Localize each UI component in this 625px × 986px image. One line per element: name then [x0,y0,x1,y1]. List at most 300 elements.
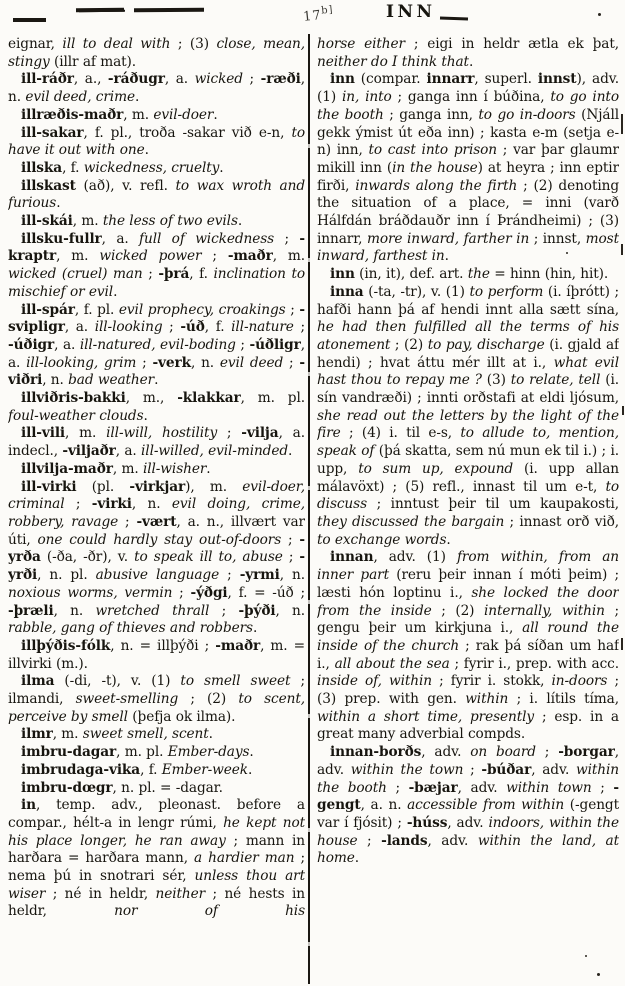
text-run: , a. [115,443,142,460]
text-run: (i. íþrótt) ; hafði hann þá af hendi innt alla sætt sína, [317,283,619,318]
headword: -yrða [8,531,305,566]
headword: -virki [91,496,132,513]
gloss-text: evil-doer, criminal [8,478,305,513]
dictionary-entry [8,107,305,125]
dictionary-entry [8,213,305,231]
gloss-text: to smell sweet [180,673,291,690]
gloss-text: inwards along the firth [355,177,518,194]
dictionary-entry [8,231,305,302]
gloss-text: within the town [350,761,464,778]
text-run: , f. pl. [74,301,119,318]
text-run: ; [293,319,305,336]
gloss-text: to cast into prison [368,142,498,159]
text-run: . [113,283,118,300]
text-run: ; [209,602,239,619]
text-run: ; innst, [529,230,586,247]
text-run: ; [283,354,300,371]
gloss-text: ill-will, hostility [106,425,218,442]
text-run: ; [201,248,228,265]
headword: -virkjar [129,478,186,495]
dictionary-entry [8,638,305,673]
headword: -úð [180,319,205,336]
text-run: ; var þar glaumr mikill inn ( [317,142,619,176]
headword: -ræði [260,71,301,88]
text-run: , a., [73,71,108,88]
headword: -búðar [481,761,532,778]
text-run: , m. [112,460,143,477]
text-run: . [134,89,140,106]
text-run: ; [591,779,614,796]
gloss-text: ill-looking, grim [26,354,137,371]
headword: illsku-fullr [21,230,102,247]
text-run: ; (2) [178,691,239,708]
dictionary-entry [8,797,305,921]
scan-artifact [622,406,624,415]
text-run: . [288,443,293,460]
headword: innan [330,549,374,566]
text-run: , m. [272,248,305,265]
headword: -klakkar [177,390,241,407]
text-run: . [144,142,149,159]
dictionary-entry [8,780,305,798]
gloss-text: within the booth [317,761,619,796]
gloss-text: what evil hast thou to repay me ? [317,354,619,389]
text-run: (i. gjald af hendi) ; hvat áttu mér illt at i., [317,336,619,371]
text-run: , adv. [317,744,619,778]
headword: illska [21,159,63,176]
text-run: ; (2) [390,336,428,353]
text-run: ; ganga inn í búðina, [391,89,551,106]
gloss-text: in, into [341,89,392,106]
text-run: , m., [125,390,178,407]
gloss-text: sweet-smelling [75,691,179,708]
text-run: ; né hests in heldr, [8,885,305,920]
text-run: ; [242,71,261,88]
text-run: . [252,620,258,637]
dictionary-entry [317,744,619,868]
text-run: (-ta, -tr), v. (1) [363,283,470,300]
headword: -þrá [158,266,190,283]
text-run: (i. sín vandræði) ; innti orðstafi at eldi ljósum, [317,372,619,407]
gloss-text: to sum up, expound [358,460,514,477]
text-run: ; i. lítils tíma, [508,691,619,708]
gloss-text: in-doors [551,673,608,690]
gloss-text: evil-doer [153,106,214,123]
headword: imbru-dœgr [21,779,113,796]
entry-continuation [317,36,619,71]
text-run: , f. [62,159,84,176]
gloss-text: wicked (cruel) man [8,266,143,283]
text-run: . [249,744,254,761]
gloss-text: Ember-week [161,761,248,778]
gloss-text: all round the inside of the church [317,620,619,654]
headword: -gengt [317,779,619,814]
text-run: . [237,213,243,230]
gloss-text: accessible from within [407,797,565,814]
gloss-text: to discuss [317,478,619,513]
text-run: ; [136,354,153,371]
headword: -maðr [215,637,261,654]
dictionary-entry [8,479,305,638]
text-run: ; eigi in heldr ætla ek þat, [404,36,619,52]
text-run: ; (2) [431,602,485,619]
text-run: ; [281,531,300,548]
scan-artifact [621,638,623,650]
text-run: ; [285,301,300,318]
headword: ill-vili [21,425,66,442]
text-run: , a. [101,230,140,247]
dictionary-entry [8,71,305,106]
headword: -vilja [241,425,279,442]
text-run: ; mann in harðara = harðara mann, [8,832,305,867]
dictionary-entry [317,284,619,550]
headword: innst [537,71,577,88]
headword: inn [330,266,355,283]
headword: -borgar [558,744,615,761]
text-run: , n. pl. [37,567,96,584]
gloss-text: ill-willed, evil-minded [141,443,289,460]
right-column [317,36,619,984]
text-run: . [154,372,159,389]
gloss-text: indoors, within the house [317,814,619,849]
ink-smudge [13,18,46,22]
text-run: , adv. (1) [373,549,457,566]
text-run: ; esp. in a great many adverbial compds. [317,708,619,743]
text-run: ; [118,513,137,530]
gloss-text: neither [155,885,206,902]
text-run: ; rak þá síðan um haf i., [317,637,619,672]
text-run: ; fyrir i. stokk, [431,673,552,690]
headword: -maðr [227,248,273,265]
gloss-text: the [467,266,490,283]
scan-artifact [566,252,568,254]
text-run: (reru þeir innan í móti þeim) ; læsti hón loptinu i., [317,567,619,601]
text-run: , a. [64,319,95,336]
dictionary-entry [317,266,619,284]
text-run: ; [274,230,300,247]
gloss-text: from within, from an inner part [317,549,619,584]
headword: illviðris-bakki [21,390,126,407]
dictionary-entry [8,744,305,762]
gloss-text: evil deed [219,354,284,371]
scan-artifact [598,13,601,16]
text-run: (pl. [76,478,130,495]
text-run: , m. = illvirki (m.). [8,637,305,672]
gloss-text: nor of his [114,903,305,920]
ink-smudge [134,8,204,12]
headword: ilmr [21,726,53,743]
gloss-text: inside of, within [317,673,432,690]
gloss-text: to exchange words [317,531,447,548]
text-run: , a. [54,336,80,353]
text-run: , m. pl. [240,390,305,407]
headword: -úðligr [249,336,301,353]
headword: ill-ráðr [21,71,74,88]
headword: inn [330,71,355,88]
page-number-mark-sup: b] [320,4,335,17]
ink-smudge [440,17,468,21]
text-run: , m. [72,213,103,230]
text-run: . [56,195,61,212]
dictionary-entry [317,549,619,744]
gloss-text: to wax wroth and furious [8,177,305,212]
headword: -úðigr [8,336,55,353]
text-run: , m. [56,248,100,265]
gloss-text: he kept not his place longer, he ran away [8,814,305,849]
text-run: , a. [164,71,195,88]
text-run: ), m. [185,478,243,495]
text-run: (að), v. refl. [75,177,176,194]
text-run: , f. pl., troða -sakar við e-n, [83,124,292,141]
scan-artifact [621,114,623,134]
text-run: , adv. [457,779,507,796]
scan-artifact [621,244,623,255]
left-column [8,36,305,984]
headword: -viðri [8,354,305,389]
text-run: , n. [42,372,69,389]
headword: inna [330,283,364,300]
text-run: , a. [8,336,305,371]
headword: illþýðis-fólk [21,637,111,654]
gloss-text: sweet smell, scent [82,726,209,743]
gloss-text: to perform [469,283,544,300]
text-run: . [213,106,218,123]
text-run: ; [172,584,191,601]
text-run: , n. [275,602,305,619]
gloss-text: evil deed, crime [25,89,135,106]
gloss-text: horse either [317,36,405,52]
gloss-text: they discussed the bargain [317,513,505,530]
headword: -svipligr [8,301,305,336]
text-run: (compar. [354,71,427,88]
gloss-text: to relate, tell [510,372,601,389]
headword: illræðis-maðr [21,106,124,123]
headword: ill-virki [21,478,77,495]
gloss-text: Ember-days [167,744,250,761]
headword: -þræli [8,602,54,619]
text-run: . [444,248,449,265]
text-run: (in, it), def. art. [354,266,468,283]
text-run: , adv. [421,744,471,761]
headword: imbru-dagar [21,744,117,761]
gloss-text: abusive language [95,567,220,584]
text-run: , n. [279,567,305,584]
column-divider [308,34,310,984]
text-run: , a. n. [360,797,408,814]
text-run: , n. pl. = -dagar. [112,779,223,796]
text-run: , superl. [474,71,538,88]
gloss-text: more inward, farther in [366,230,530,247]
gloss-text: a hardier man [194,850,295,867]
headword: -lands [381,832,428,849]
text-run: , adv. [447,814,489,831]
text-run: ; gengu þeir um kirkjuna i., [317,602,619,637]
dictionary-entry [8,726,305,744]
gloss-text: to go into the booth [317,89,619,123]
headword: -þýði [238,602,276,619]
headword: in [21,797,36,814]
headword: -vært [136,513,177,530]
dictionary-entry [8,178,305,213]
gloss-text: noxious worms, vermin [8,584,173,601]
scan-artifact [597,973,600,976]
gloss-text: bad weather [68,372,155,389]
text-run: ), adv. (1) [317,71,619,106]
gloss-text: ill-nature [231,319,294,336]
text-run: , m. pl. [116,744,168,761]
text-run: ) at heyra ; inn eptir firði, [317,159,619,194]
text-run: , n. = illþýði ; [110,637,216,654]
dictionary-entry [8,425,305,460]
text-run: = hinn (hin, hit). [489,266,609,283]
text-run: ; [162,319,181,336]
text-run: , a. indecl., [8,425,305,460]
gloss-text: ill-wisher [142,460,207,477]
text-run: , adv. [427,832,478,849]
gloss-text: foul-weather clouds [8,407,144,424]
text-run: ; [217,425,242,442]
headword: innan-borðs [330,744,422,761]
gloss-text: to pay, discharge [427,336,545,353]
gloss-text: most inward, farthest in [317,230,619,265]
gloss-text: unless thou art wiser [8,868,305,902]
dictionary-entry [317,71,619,266]
gloss-text: within town [506,779,592,796]
text-run: ; fyrir i., prep. with acc. [449,655,619,672]
gloss-text: close, mean, stingy [8,36,305,70]
headword: illskast [21,177,76,194]
text-run: ; (3) prep. with gen. [317,673,619,708]
gloss-text: to speak ill to, abuse [134,549,283,566]
text-run: ; [235,336,250,353]
text-run: (þá skatta, sem nú mun ek til i.) ; i. upp, [317,443,619,477]
text-run: , f. = -úð ; [227,584,305,601]
text-run: ; (4) i. til e-s, [340,425,461,442]
headword: ill-sakar [21,124,84,141]
gloss-text: rabble, gang of thieves and robbers [8,620,253,637]
gloss-text: she locked the door from the inside [317,584,619,619]
headword: illvilja-maðr [21,460,113,477]
text-run: . [208,726,213,743]
gloss-text: evil doing, crime, robbery, ravage [8,496,305,530]
text-run: . [143,407,148,424]
dictionary-entry [8,673,305,726]
headword: imbrudaga-vika [21,761,141,778]
headword: ill-spár [21,301,75,318]
text-run: (-di, -t), v. (1) [54,673,181,690]
entry-continuation [8,36,305,71]
text-run: (þefja ok ilma). [127,708,236,725]
gloss-text: the less of two evils [102,213,238,230]
headword: -bæjar [408,779,458,796]
text-run: (-ða, -ðr), v. [40,549,135,566]
gloss-text: inclination to mischief or evil [8,266,305,300]
text-run: ; nema þú in snotrari sér, [8,850,305,885]
text-run: ; (2) denoting the situation of a place, = inni (varð Hálfdán bráðdauðr inn í Þrándheimi) ; (3) innarr, [317,177,619,247]
text-run: ; (3) [170,36,217,52]
scan-artifact [585,955,587,957]
text-run: ; innast orð við, [504,513,619,530]
text-run: ; [282,549,300,566]
text-run: ; [219,567,240,584]
text-run: , temp. adv., pleonast. before a compar., hélt-a in lengr rúmi, [8,797,305,831]
gloss-text: neither do I think that [317,53,469,70]
gloss-text: to allude to, mention, speak of [317,425,619,460]
gloss-text: within the land, at home [317,832,619,867]
gloss-text: wicked [194,71,243,88]
gloss-text: she read out the letters by the light of the fire [317,407,619,442]
headword: ill-skái [21,213,73,230]
text-run: , m. [52,726,83,743]
gloss-text: full of wickedness [139,230,275,247]
headword: -húss [406,814,448,831]
text-run: ; ilmandi, [8,673,305,708]
gloss-text: wicked power [99,248,202,265]
gloss-text: ill-natured, evil-boding [79,336,236,353]
text-run: , n. [131,496,172,513]
text-run: (3) [481,372,511,389]
text-run: . [248,761,253,778]
gloss-text: to scent, perceive by smell [8,691,305,725]
gloss-text: wickedness, cruelty [83,159,220,176]
headword: -viljaðr [62,443,116,460]
text-run: , f. [140,761,162,778]
text-run: (-gengt var í fjósit) ; [317,797,619,831]
headword: -verk [152,354,191,371]
gloss-text: in the house [392,159,478,176]
ink-smudge [76,8,124,13]
text-run: , f. [204,319,232,336]
headword: -ýðgi [190,584,228,601]
headword: ilma [21,673,55,690]
text-run: , f. [189,266,214,283]
text-run: , n. [190,354,220,371]
gloss-text: wretched thrall [95,602,210,619]
text-run: . [468,53,474,70]
text-run: . [219,159,224,176]
headword: -kraptr [8,230,305,265]
headword: innarr [426,71,475,88]
text-run: . [206,460,211,477]
text-run: ; né in heldr, [45,885,156,902]
text-run: ; inntust þeir til um kaupakosti, [367,496,619,513]
text-run: . [446,531,451,548]
dictionary-entry [8,762,305,780]
dictionary-entry [8,461,305,479]
text-run: , n. [53,602,96,619]
gloss-text: to go in-doors [478,106,576,123]
gloss-text: he had then fulfilled all the terms of his atonement [317,319,619,353]
gloss-text: on board [470,744,536,761]
gloss-text: ill to deal with [62,36,171,52]
text-run: (illr af mat). [49,53,137,70]
dictionary-entry [8,390,305,425]
dictionary-entry [8,160,305,178]
text-run: ; [357,832,382,849]
dictionary-entry [8,125,305,160]
headword: -yrði [8,549,305,584]
headword: -ráðugr [107,71,165,88]
text-run: (i. upp allan málavöxt) ; (5) refl., innast til um e-t, [317,460,619,495]
text-run: . [354,850,360,867]
text-run: , m. [123,106,154,123]
running-head: INN [386,2,436,22]
text-run: (Njáll gekk ýmist út eða inn) ; kasta e-m (setja e-n) inn, [317,106,619,159]
headword: -yrmi [239,567,280,584]
text-run: eignar, [8,36,63,52]
gloss-text: all about the sea [334,655,450,672]
text-run: ; [64,496,92,513]
